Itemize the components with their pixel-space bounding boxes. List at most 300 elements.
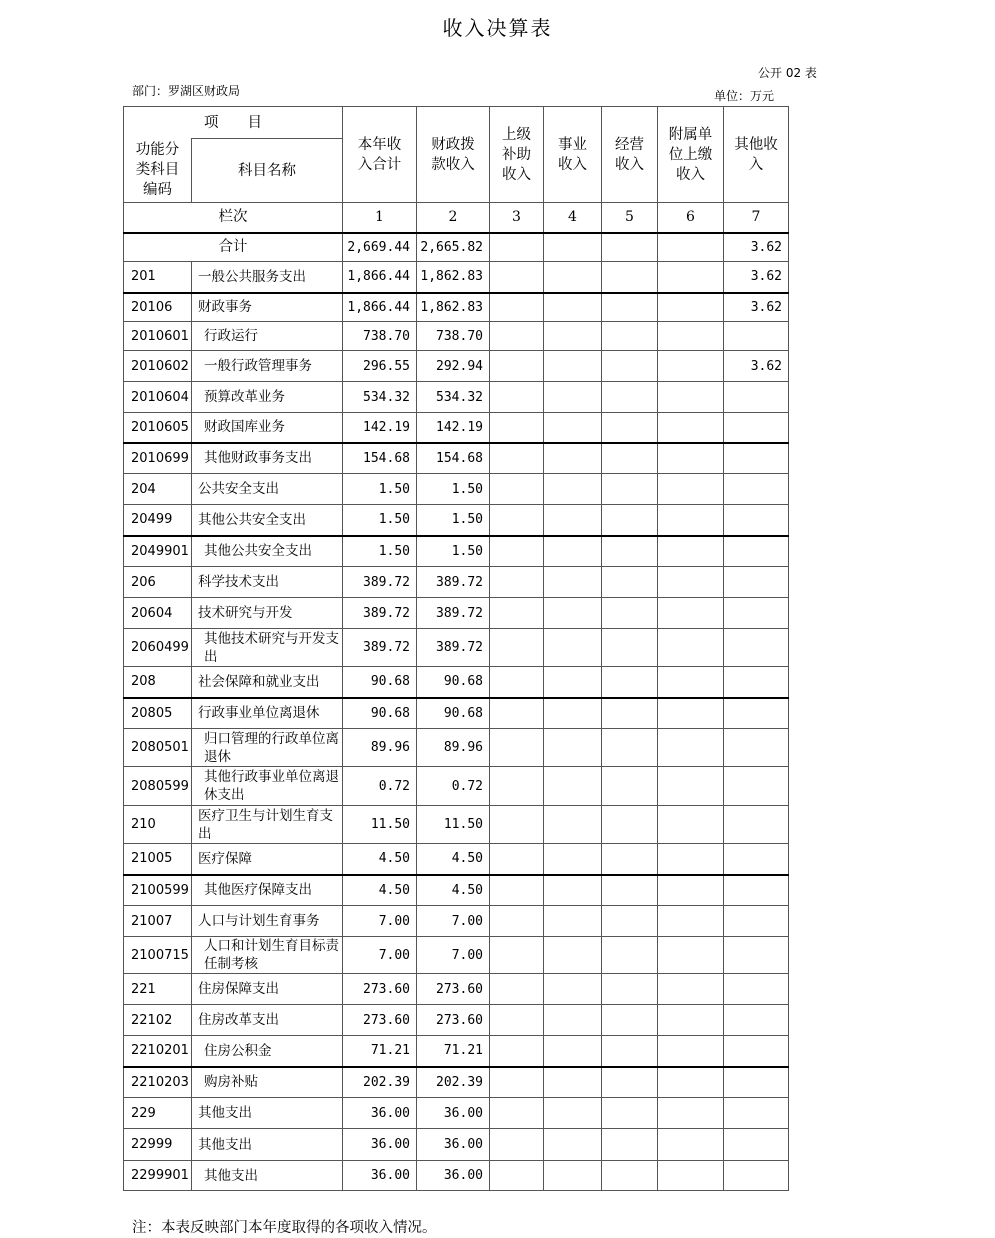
row-finance: 7.00 [417, 906, 490, 937]
row-operating [602, 413, 658, 443]
row-other [724, 875, 789, 906]
row-business [544, 875, 602, 906]
table-row [124, 974, 789, 1005]
table-row [124, 351, 789, 382]
row-finance: 154.68 [417, 443, 490, 474]
row-business [544, 293, 602, 322]
row-other [724, 698, 789, 729]
row-operating [602, 1098, 658, 1129]
row-code: 2210201 [124, 1036, 192, 1067]
row-affiliated [658, 505, 724, 536]
row-superior [490, 844, 544, 875]
project-header: 项 目 [124, 107, 343, 139]
table-row [124, 844, 789, 875]
row-affiliated [658, 443, 724, 474]
row-finance: 389.72 [417, 598, 490, 629]
row-affiliated [658, 698, 724, 729]
row-name: 行政事业单位离退休 [192, 698, 343, 729]
row-business [544, 729, 602, 767]
row-affiliated [658, 875, 724, 906]
row-superior [490, 443, 544, 474]
table-row [124, 382, 789, 413]
row-total: 4.50 [343, 844, 417, 875]
row-other [724, 1098, 789, 1129]
row-other [724, 806, 789, 844]
row-finance: 1,862.83 [417, 293, 490, 322]
total-row [124, 233, 789, 262]
row-affiliated [658, 729, 724, 767]
row-code: 20604 [124, 598, 192, 629]
row-total: 1.50 [343, 505, 417, 536]
table-row [124, 293, 789, 322]
row-business [544, 262, 602, 293]
row-other [724, 1129, 789, 1161]
row-operating [602, 598, 658, 629]
seq-5: 5 [602, 203, 658, 233]
row-finance: 0.72 [417, 767, 490, 806]
seq-1: 1 [343, 203, 417, 233]
row-other: 3.62 [724, 293, 789, 322]
row-code: 201 [124, 262, 192, 293]
row-operating [602, 382, 658, 413]
row-affiliated [658, 937, 724, 974]
row-business [544, 844, 602, 875]
row-other [724, 937, 789, 974]
row-superior [490, 567, 544, 598]
row-finance: 1.50 [417, 505, 490, 536]
table-row [124, 1067, 789, 1098]
row-code: 210 [124, 806, 192, 844]
row-superior [490, 413, 544, 443]
row-finance: 36.00 [417, 1129, 490, 1161]
table-row [124, 536, 789, 567]
row-affiliated [658, 1129, 724, 1161]
row-superior [490, 293, 544, 322]
row-name: 住房改革支出 [192, 1005, 343, 1036]
superior-income-header: 上级补助收入 [490, 107, 544, 203]
row-total: 389.72 [343, 629, 417, 667]
row-name: 其他支出 [192, 1161, 343, 1191]
row-name: 其他技术研究与开发支出 [192, 629, 343, 667]
business-income-header: 事业收入 [544, 107, 602, 203]
seq-label: 栏次 [124, 203, 343, 233]
seq-6: 6 [658, 203, 724, 233]
total-other: 3.62 [724, 233, 789, 262]
row-superior [490, 505, 544, 536]
row-total: 90.68 [343, 667, 417, 698]
row-code: 21005 [124, 844, 192, 875]
code-header: 功能分类科目编码 [124, 139, 192, 203]
total-label: 合计 [124, 233, 343, 262]
row-name: 人口和计划生育目标责任制考核 [192, 937, 343, 974]
row-total: 7.00 [343, 937, 417, 974]
row-superior [490, 1161, 544, 1191]
table-row [124, 937, 789, 974]
table-row [124, 729, 789, 767]
row-total: 154.68 [343, 443, 417, 474]
row-finance: 534.32 [417, 382, 490, 413]
row-business [544, 474, 602, 505]
row-operating [602, 443, 658, 474]
income-table [123, 106, 789, 1191]
table-row [124, 906, 789, 937]
row-finance: 90.68 [417, 698, 490, 729]
row-business [544, 629, 602, 667]
row-code: 221 [124, 974, 192, 1005]
row-total: 71.21 [343, 1036, 417, 1067]
row-finance: 738.70 [417, 322, 490, 351]
row-business [544, 667, 602, 698]
row-business [544, 698, 602, 729]
row-affiliated [658, 1036, 724, 1067]
row-affiliated [658, 598, 724, 629]
row-finance: 1.50 [417, 536, 490, 567]
row-finance: 89.96 [417, 729, 490, 767]
row-superior [490, 1098, 544, 1129]
row-business [544, 322, 602, 351]
row-name: 医疗卫生与计划生育支出 [192, 806, 343, 844]
row-code: 206 [124, 567, 192, 598]
total-finance: 2,665.82 [417, 233, 490, 262]
row-total: 1,866.44 [343, 293, 417, 322]
row-business [544, 536, 602, 567]
row-finance: 389.72 [417, 629, 490, 667]
row-affiliated [658, 629, 724, 667]
row-operating [602, 844, 658, 875]
other-income-header: 其他收入 [724, 107, 789, 203]
row-operating [602, 974, 658, 1005]
row-name: 社会保障和就业支出 [192, 667, 343, 698]
row-code: 22999 [124, 1129, 192, 1161]
row-finance: 36.00 [417, 1098, 490, 1129]
row-total: 89.96 [343, 729, 417, 767]
table-row [124, 505, 789, 536]
row-finance: 142.19 [417, 413, 490, 443]
seq-7: 7 [724, 203, 789, 233]
row-other [724, 413, 789, 443]
row-operating [602, 474, 658, 505]
row-other [724, 767, 789, 806]
row-superior [490, 767, 544, 806]
row-operating [602, 667, 658, 698]
department-label: 部门：罗湖区财政局 [132, 84, 241, 98]
row-operating [602, 729, 658, 767]
row-operating [602, 806, 658, 844]
row-affiliated [658, 351, 724, 382]
row-finance: 1.50 [417, 474, 490, 505]
row-superior [490, 729, 544, 767]
row-business [544, 974, 602, 1005]
row-affiliated [658, 293, 724, 322]
row-total: 202.39 [343, 1067, 417, 1098]
row-name: 归口管理的行政单位离退休 [192, 729, 343, 767]
table-row [124, 1161, 789, 1191]
row-name: 预算改革业务 [192, 382, 343, 413]
table-row [124, 443, 789, 474]
row-other [724, 1067, 789, 1098]
row-other [724, 505, 789, 536]
row-operating [602, 505, 658, 536]
row-superior [490, 875, 544, 906]
row-operating [602, 1129, 658, 1161]
table-row [124, 875, 789, 906]
row-total: 534.32 [343, 382, 417, 413]
row-business [544, 1129, 602, 1161]
row-code: 2010699 [124, 443, 192, 474]
row-superior [490, 667, 544, 698]
row-other [724, 729, 789, 767]
row-affiliated [658, 1161, 724, 1191]
row-business [544, 1005, 602, 1036]
row-finance: 90.68 [417, 667, 490, 698]
row-other: 3.62 [724, 351, 789, 382]
row-finance: 1,862.83 [417, 262, 490, 293]
row-business [544, 443, 602, 474]
row-operating [602, 875, 658, 906]
seq-2: 2 [417, 203, 490, 233]
row-name: 其他支出 [192, 1098, 343, 1129]
row-finance: 11.50 [417, 806, 490, 844]
row-code: 2080501 [124, 729, 192, 767]
row-other [724, 382, 789, 413]
row-name: 购房补贴 [192, 1067, 343, 1098]
row-business [544, 598, 602, 629]
row-other [724, 974, 789, 1005]
row-affiliated [658, 667, 724, 698]
row-superior [490, 474, 544, 505]
row-business [544, 1067, 602, 1098]
row-affiliated [658, 974, 724, 1005]
row-superior [490, 536, 544, 567]
row-other [724, 474, 789, 505]
row-operating [602, 322, 658, 351]
row-superior [490, 322, 544, 351]
row-name: 其他行政事业单位离退休支出 [192, 767, 343, 806]
row-total: 1,866.44 [343, 262, 417, 293]
row-name: 住房保障支出 [192, 974, 343, 1005]
row-code: 229 [124, 1098, 192, 1129]
row-name: 其他财政事务支出 [192, 443, 343, 474]
row-finance: 273.60 [417, 974, 490, 1005]
table-row [124, 322, 789, 351]
row-code: 208 [124, 667, 192, 698]
unit-label: 单位：万元 [714, 89, 775, 103]
row-other [724, 322, 789, 351]
table-row [124, 567, 789, 598]
row-other [724, 536, 789, 567]
row-affiliated [658, 382, 724, 413]
row-total: 36.00 [343, 1161, 417, 1191]
row-code: 2010604 [124, 382, 192, 413]
row-other [724, 1036, 789, 1067]
row-name: 技术研究与开发 [192, 598, 343, 629]
row-name: 一般公共服务支出 [192, 262, 343, 293]
row-superior [490, 1005, 544, 1036]
row-business [544, 1161, 602, 1191]
row-code: 20499 [124, 505, 192, 536]
row-name: 其他支出 [192, 1129, 343, 1161]
row-other [724, 598, 789, 629]
footnote: 注：本表反映部门本年度取得的各项收入情况。 [132, 1220, 437, 1236]
row-code: 2100599 [124, 875, 192, 906]
seq-4: 4 [544, 203, 602, 233]
table-row [124, 1098, 789, 1129]
table-row [124, 667, 789, 698]
row-affiliated [658, 1098, 724, 1129]
table-row [124, 629, 789, 667]
table-row [124, 1129, 789, 1161]
row-superior [490, 974, 544, 1005]
row-operating [602, 629, 658, 667]
row-superior [490, 806, 544, 844]
row-total: 1.50 [343, 474, 417, 505]
row-affiliated [658, 322, 724, 351]
row-total: 389.72 [343, 598, 417, 629]
row-name: 其他公共安全支出 [192, 536, 343, 567]
row-operating [602, 1005, 658, 1036]
row-business [544, 1036, 602, 1067]
row-total: 296.55 [343, 351, 417, 382]
row-operating [602, 567, 658, 598]
table-row [124, 262, 789, 293]
row-total: 90.68 [343, 698, 417, 729]
row-operating [602, 1161, 658, 1191]
row-affiliated [658, 844, 724, 875]
row-total: 273.60 [343, 1005, 417, 1036]
table-row [124, 1036, 789, 1067]
row-business [544, 767, 602, 806]
page-title: 收入决算表 [442, 16, 553, 40]
row-affiliated [658, 767, 724, 806]
row-superior [490, 1067, 544, 1098]
row-superior [490, 906, 544, 937]
row-affiliated [658, 806, 724, 844]
row-operating [602, 262, 658, 293]
total-amount: 2,669.44 [343, 233, 417, 262]
row-finance: 389.72 [417, 567, 490, 598]
row-business [544, 351, 602, 382]
form-number: 公开 02 表 [758, 66, 817, 80]
row-affiliated [658, 474, 724, 505]
row-total: 1.50 [343, 536, 417, 567]
row-operating [602, 937, 658, 974]
name-header: 科目名称 [192, 139, 343, 203]
row-total: 11.50 [343, 806, 417, 844]
row-code: 204 [124, 474, 192, 505]
row-finance: 4.50 [417, 844, 490, 875]
row-name: 住房公积金 [192, 1036, 343, 1067]
row-superior [490, 262, 544, 293]
row-total: 0.72 [343, 767, 417, 806]
table-row [124, 1005, 789, 1036]
row-superior [490, 598, 544, 629]
row-other [724, 1005, 789, 1036]
row-finance: 202.39 [417, 1067, 490, 1098]
row-name: 公共安全支出 [192, 474, 343, 505]
row-total: 738.70 [343, 322, 417, 351]
row-finance: 4.50 [417, 875, 490, 906]
row-total: 4.50 [343, 875, 417, 906]
row-other [724, 443, 789, 474]
row-name: 财政国库业务 [192, 413, 343, 443]
row-superior [490, 1036, 544, 1067]
row-code: 20106 [124, 293, 192, 322]
row-finance: 7.00 [417, 937, 490, 974]
row-superior [490, 937, 544, 974]
row-business [544, 505, 602, 536]
row-superior [490, 351, 544, 382]
row-name: 其他公共安全支出 [192, 505, 343, 536]
row-code: 2080599 [124, 767, 192, 806]
row-total: 142.19 [343, 413, 417, 443]
row-finance: 292.94 [417, 351, 490, 382]
row-name: 科学技术支出 [192, 567, 343, 598]
row-affiliated [658, 536, 724, 567]
row-name: 财政事务 [192, 293, 343, 322]
row-other [724, 1161, 789, 1191]
row-code: 21007 [124, 906, 192, 937]
row-code: 22102 [124, 1005, 192, 1036]
total-income-header: 本年收入合计 [343, 107, 417, 203]
row-operating [602, 1067, 658, 1098]
row-affiliated [658, 1067, 724, 1098]
row-code: 2210203 [124, 1067, 192, 1098]
row-operating [602, 293, 658, 322]
row-other [724, 629, 789, 667]
row-other [724, 567, 789, 598]
row-finance: 273.60 [417, 1005, 490, 1036]
row-total: 36.00 [343, 1098, 417, 1129]
row-total: 36.00 [343, 1129, 417, 1161]
row-affiliated [658, 1005, 724, 1036]
table-row [124, 698, 789, 729]
row-other [724, 667, 789, 698]
row-business [544, 1098, 602, 1129]
row-superior [490, 382, 544, 413]
row-affiliated [658, 262, 724, 293]
row-operating [602, 351, 658, 382]
row-operating [602, 906, 658, 937]
table-row [124, 767, 789, 806]
row-total: 389.72 [343, 567, 417, 598]
row-superior [490, 629, 544, 667]
row-business [544, 906, 602, 937]
row-finance: 36.00 [417, 1161, 490, 1191]
row-business [544, 567, 602, 598]
row-operating [602, 698, 658, 729]
row-total: 7.00 [343, 906, 417, 937]
row-total: 273.60 [343, 974, 417, 1005]
row-code: 2060499 [124, 629, 192, 667]
row-code: 2049901 [124, 536, 192, 567]
row-operating [602, 1036, 658, 1067]
row-superior [490, 698, 544, 729]
row-code: 2010601 [124, 322, 192, 351]
operating-income-header: 经营收入 [602, 107, 658, 203]
row-code: 20805 [124, 698, 192, 729]
row-business [544, 937, 602, 974]
row-operating [602, 536, 658, 567]
row-operating [602, 767, 658, 806]
row-code: 2010605 [124, 413, 192, 443]
table-row [124, 806, 789, 844]
row-business [544, 806, 602, 844]
row-name: 一般行政管理事务 [192, 351, 343, 382]
row-code: 2010602 [124, 351, 192, 382]
row-finance: 71.21 [417, 1036, 490, 1067]
row-other [724, 906, 789, 937]
row-name: 行政运行 [192, 322, 343, 351]
